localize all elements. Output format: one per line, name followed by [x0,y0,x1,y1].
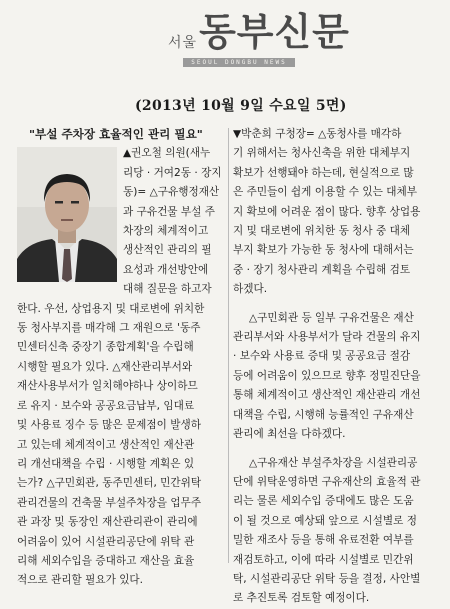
left-line: 민센터신축 중장기 종합계획'을 수립해 [17,341,194,354]
portrait-image [17,147,117,282]
logo-seoul: 서울 [168,35,198,51]
left-line: 리해 세외수입을 증대하고 재산을 효율 [17,554,195,567]
left-line: 어려움이 있어 시설관리공단에 위탁 관 [17,535,195,548]
right-line: 은 주민들이 쉽게 이용할 수 있는 대체부 [233,186,417,199]
left-line: 리 개선대책을 수립 · 시행할 계획은 있 [17,457,195,470]
building-management-paragraph [233,309,440,445]
right-line: 지 및 대로변에 위치한 동 청사 중 대체 [233,225,411,238]
logo-title: 동부신문 [199,10,350,54]
newspaper-logo [168,12,350,52]
article-right-column [233,125,440,609]
masthead [0,0,450,82]
left-line: 고 있는데 체계적이고 생산적인 재산관 [17,438,195,451]
right-line: 기 위해서는 청사신축을 위한 대체부지 [233,147,411,160]
left-line: 요성과 개선방안에 [123,263,209,276]
left-line: 로 유지 · 보수와 공공요금납부, 임대료 [17,399,195,412]
left-line: ▲권오철 의원(새누 [123,147,211,160]
right-line: 하겠다. [233,283,268,296]
parking-lot-paragraph [233,454,440,609]
column-divider [228,128,229,563]
right-line: 등에 어려움이 있으므로 향후 정밀진단을 [233,369,421,382]
left-line: 생산적인 관리의 필 [123,244,212,257]
right-line: 리는 물론 세외수입 증대에도 많은 도움 [233,495,414,508]
right-line: ▼박춘희 구청장= △동청사를 매각하 [233,128,402,140]
left-line: 리당 · 거여2동 · 장지 [123,166,222,179]
left-line: 시행할 필요가 있다. △재산관리부서와 [17,360,193,373]
right-line: 부지 확보가 가능한 동 청사에 대해서는 [233,244,414,257]
left-line: 과 구유건물 부설 주 [123,205,215,218]
left-line: 는가? △구민회관, 동주민센터, 민간위탁 [17,477,202,490]
right-line: 대책을 수립, 시행해 능률적인 구유재산 [233,408,414,421]
left-line: 동 청사부지를 매각해 그 재원으로 '동주 [17,322,201,335]
left-line: 대해 질문을 하고자 [123,283,212,296]
right-line: △구유재산 부설주차장을 시설관리공 [249,456,418,469]
right-line: 지 확보에 어려운 점이 많다. 향후 상업용 [233,205,421,218]
left-line: 차장의 체계적이고 [123,225,209,238]
left-line: 재산사용부서가 일치해야하나 상이하므 [17,380,198,393]
logo-subtitle: SEOUL DONGBU NEWS [183,58,295,67]
right-line: 중 · 장기 청사관리 계획을 수립해 검토 [233,263,411,276]
right-line: 로 추진토록 검토할 예정이다. [233,592,370,605]
right-line: 이 될 것으로 예상돼 앞으로 시설별로 정 [233,514,417,527]
right-line: · 보수와 사용료 증대 및 공공요금 절감 [233,350,411,363]
right-line: 관리에 최선을 다하겠다. [233,428,346,441]
right-line: 밀한 재조사 등을 통해 유료전환 여부를 [233,534,414,547]
right-line: △구민회관 등 일부 구유건물은 재산 [249,311,414,324]
right-line: 단에 위탁운영하면 구유재산의 효율적 관 [233,475,421,488]
left-line: 한다. 우선, 상업용지 및 대로변에 위치한 [17,302,205,315]
right-line: 재검토하고, 이에 따라 시설별로 민간위 [233,553,414,566]
left-line: 및 사용료 징수 등 많은 문제점이 발생하 [17,419,201,432]
right-line: 통해 체계적이고 생산적인 재산관리 개선 [233,389,421,402]
left-line: 관리건물의 건축물 부설주차장을 업무주 [17,496,202,509]
left-line: 관 과장 및 동장인 재산관리관이 관리에 [17,516,198,529]
dateline: (2013년 10월 9일 수요일 5면) [135,98,347,114]
right-line: 탁, 시설관리공단 위탁 등을 결정, 사안별 [233,572,421,585]
left-line: 적으로 관리할 필요가 있다. [17,574,144,587]
mayor-answer-paragraph [233,125,440,300]
right-line: 관리부서와 사용부서가 달라 건물의 유지 [233,331,421,344]
article-left-column [17,125,224,591]
councillor-photo [17,147,117,282]
right-line: 확보가 선행돼야 하는데, 현실적으로 많 [233,166,414,179]
left-line: 동)= △구유행정재산 [123,186,220,199]
article-headline: "부설 주차장 효율적인 관리 필요" [29,127,203,141]
